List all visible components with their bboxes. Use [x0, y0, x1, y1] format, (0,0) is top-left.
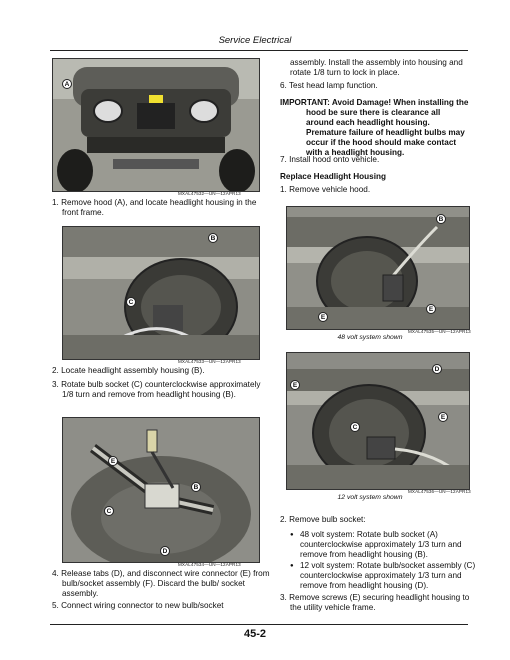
figure-headlight-housing-photo: [62, 226, 260, 360]
right-step-r1: 1. Remove vehicle hood.: [280, 185, 371, 194]
important-heading: IMPORTANT: Avoid Damage! When installing the: [280, 98, 469, 107]
callout-b: B: [208, 233, 218, 243]
footer-rule: [50, 624, 468, 625]
callout-e: E: [426, 304, 436, 314]
left-step-4: 4. Release tabs (D), and disconnect wire connector (E) from bulb/socket assembly (F). Discard the bulb/ socket assembly.: [52, 569, 270, 598]
callout-d: D: [432, 364, 442, 374]
figure-vehicle-front-photo: [52, 58, 260, 192]
figure-bulb-socket-photo: [62, 417, 260, 563]
right-step-7: 7. Install hood onto vehicle.: [280, 155, 380, 164]
right-step-r3: 3. Remove screws (E) securing headlight housing to the utility vehicle frame.: [280, 593, 470, 612]
important-notice: [280, 98, 470, 158]
callout-d: D: [160, 546, 170, 556]
left-step-5: 5. Connect wiring connector to new bulb/socket: [52, 601, 224, 610]
right-continued-text: assembly. Install the assembly into housing and rotate 1/8 turn to lock in place.: [290, 58, 463, 77]
right-step-6: 6. Test head lamp function.: [280, 81, 378, 90]
header-rule: [50, 50, 468, 51]
figure-code-2: MXAL47533—UN—12APR13: [178, 359, 241, 364]
figure-48-volt-photo: [286, 206, 470, 330]
page-header-title: Service Electrical: [218, 35, 292, 46]
bullet-48-volt: ● 48 volt system: Rotate bulb socket (A) counterclockwise approximately 1/3 turn and remove from headlight housing (B).: [290, 530, 478, 560]
important-body: hood be sure there is clearance all around each headlight housing. Premature failure of headlight bulbs may occur if the hood should make contact with a headlight housing.: [306, 108, 465, 157]
callout-b: B: [191, 482, 201, 492]
section-title: Replace Headlight Housing: [280, 172, 386, 181]
callout-e: E: [438, 412, 448, 422]
figure-code-4: MXAL47535—UN—12APR13: [408, 329, 471, 334]
callout-c: C: [350, 422, 360, 432]
figure-code-5: MXAL47536—UN—12APR13: [408, 489, 471, 494]
bullet-12-volt: ● 12 volt system: Rotate bulb/socket assembly (C) counterclockwise approximately 1/3 turn and remove from headlight housing (D).: [290, 561, 478, 591]
figure-caption-12-volt: 12 volt system shown: [337, 494, 403, 501]
callout-a: A: [62, 79, 72, 89]
callout-c: C: [126, 297, 136, 307]
left-step-3: 3. Rotate bulb socket (C) counterclockwise approximately 1/8 turn and remove from headlight housing (B).: [52, 380, 261, 399]
page-number: 45-2: [243, 628, 267, 640]
left-step-1: 1. Remove hood (A), and locate headlight housing in the front frame.: [52, 198, 257, 217]
figure-caption-48-volt: 48 volt system shown: [337, 334, 403, 341]
right-step-r2: 2. Remove bulb socket:: [280, 515, 366, 524]
figure-code-1: MXAL47532—UN—12APR13: [178, 191, 241, 196]
callout-c: C: [104, 506, 114, 516]
callout-e: E: [290, 380, 300, 390]
figure-code-3: MXAL47534—UN—12APR13: [178, 562, 241, 567]
callout-e: E: [318, 312, 328, 322]
callout-e: E: [108, 456, 118, 466]
left-step-2: 2. Locate headlight assembly housing (B).: [52, 366, 205, 375]
callout-b: B: [436, 214, 446, 224]
